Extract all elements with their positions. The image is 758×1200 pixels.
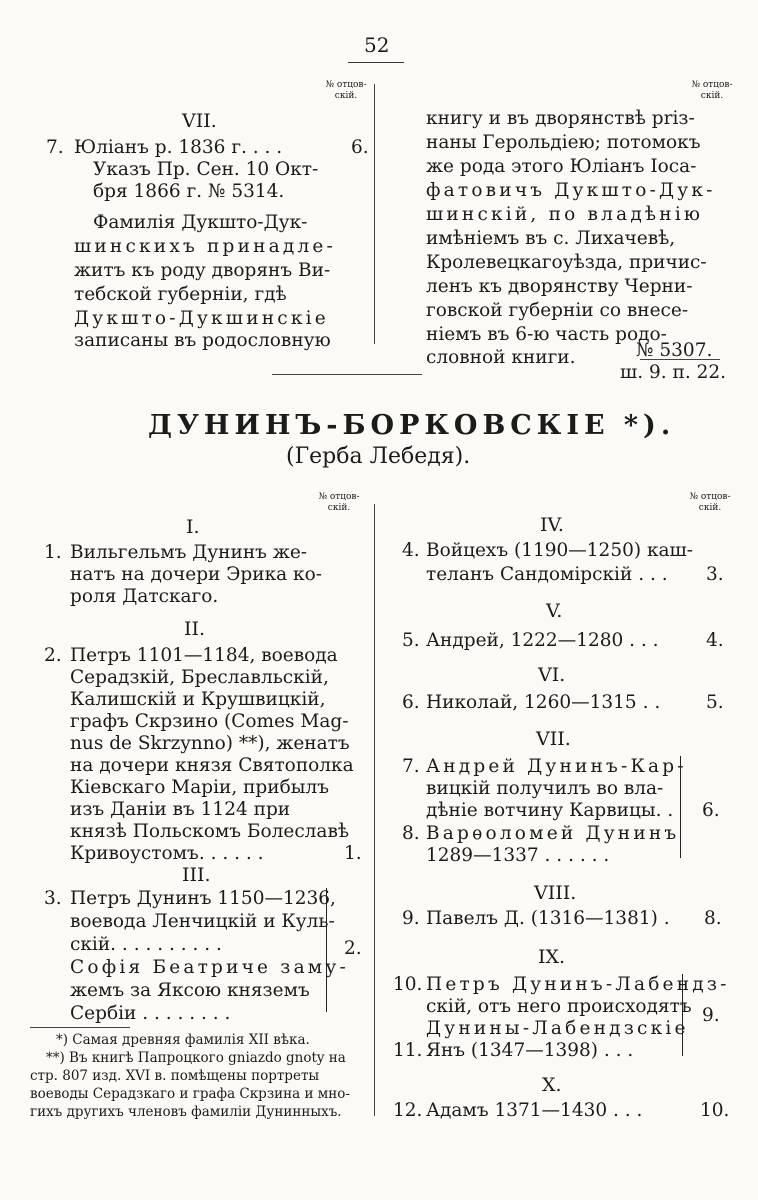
footnote: *) Самая древняя фамилія XII вѣка. (56, 1032, 310, 1048)
footnote: гихъ другихъ членовъ фамиліи Дунинныхъ. (30, 1104, 342, 1120)
footnote: **) Въ книгѣ Папроцкого gniazdo gnoty на (46, 1050, 346, 1066)
grouping-bracket (680, 756, 681, 858)
paragraph-line: же рода этого Юліанъ Іоса- (426, 156, 697, 177)
entry-text: вицкій получилъ во вла- (426, 778, 664, 799)
paragraph-line: наны Герольдіею; потомокъ (426, 132, 701, 153)
father-number: 5. (706, 692, 724, 713)
paragraph-line: имѣніемъ въ с. Лихачевѣ, (426, 228, 676, 249)
father-number: 3. (706, 564, 724, 585)
entry-text: Андрей, 1222—1280 . . . (426, 630, 659, 651)
entry-number: 10. (393, 974, 423, 995)
entry-number: 6. (402, 692, 420, 713)
father-number: 9. (702, 1005, 720, 1026)
generation-heading: VII. (182, 110, 217, 132)
entry-text: теланъ Сандомірскій . . . (426, 564, 668, 585)
footnote: воеводы Серадзкаго и графа Скрзина и мно- (30, 1086, 350, 1102)
father-column-label: № отцов- скій. (318, 492, 360, 513)
generation-heading: VI. (538, 664, 566, 686)
entry-text: графъ Скрзино (Comes Mag- (70, 711, 349, 732)
footnote: стр. 807 изд. XVI в. помѣщены портреты (30, 1068, 320, 1084)
entry-text: Петръ Дунинъ-Лабендз- (426, 974, 730, 995)
entry-text: скій. . . . . . . . . . (70, 934, 222, 955)
generation-heading: II. (184, 618, 206, 640)
entry-text: Адамъ 1371—1430 . . . (426, 1100, 643, 1121)
paragraph-line: ленъ къ дворянству Черни- (426, 276, 693, 297)
entry-text: Петръ Дунинъ 1150—1236, (70, 888, 336, 909)
paragraph-line: записаны въ родословную (74, 330, 331, 351)
page-number: 52 (364, 33, 390, 57)
entry-text: Указъ Пр. Сен. 10 Окт- (93, 159, 319, 180)
generation-heading: IX. (538, 946, 566, 968)
generation-heading: IV. (540, 514, 564, 536)
entry-text: Андрей Дунинъ-Кар- (426, 756, 687, 777)
entry-text: Сербіи . . . . . . . . (70, 1003, 231, 1024)
generation-heading: VIII. (534, 882, 577, 904)
entry-text: бря 1866 г. № 5314. (93, 181, 285, 202)
entry-text: Петръ 1101—1184, воевода (70, 645, 338, 666)
entry-text: роля Датскаго. (70, 586, 219, 607)
father-number: 6. (702, 800, 720, 821)
entry-text: Серадзкій, Бреславльскій, (70, 667, 329, 688)
entry-text: дѣніе вотчину Карвицы. . (426, 800, 674, 821)
column-divider (374, 504, 375, 1116)
paragraph-line: шинскихъ принадле- (74, 236, 337, 257)
paragraph-line: словной книги. (426, 347, 576, 368)
father-column-label: № отцов- скій. (691, 80, 733, 101)
paragraph-line: Фамилія Дукшто-Дук- (93, 212, 308, 233)
entry-text: Вильгельмъ Дунинъ же- (70, 542, 308, 563)
entry-number: 7. (46, 137, 64, 158)
generation-heading: VII. (536, 728, 571, 750)
entry-text: на дочери князя Святополка (70, 755, 354, 776)
paragraph-line: житъ къ роду дворянъ Ви- (74, 260, 331, 281)
paragraph-line: говской губерніи со внесе- (426, 300, 689, 321)
reference-number: № 5307. (636, 340, 713, 361)
entry-text: Калишскій и Крушвицкій, (70, 689, 326, 710)
entry-text: князѣ Польскомъ Болеславѣ (70, 821, 350, 842)
entry-name: Юліанъ р. 1836 г. . . . (74, 137, 283, 158)
paragraph-line: книгу и въ дворянствѣ priз- (426, 108, 695, 129)
paragraph-line: Дукшто-Дукшинскіе (74, 308, 329, 329)
father-column-label: № отцов- скій. (325, 80, 367, 101)
entry-text: воевода Ленчицкій и Куль- (70, 911, 335, 932)
entry-number: 4. (402, 540, 420, 561)
grouping-bracket (326, 888, 327, 1012)
column-divider (374, 84, 375, 344)
entry-number: 1. (44, 542, 62, 563)
entry-text: скій, отъ него происходятъ (426, 996, 692, 1017)
paragraph-line: Кролевецкагоуѣзда, причис- (426, 252, 707, 273)
paragraph-line: фатовичъ Дукшто-Дук- (426, 180, 716, 201)
generation-heading: X. (542, 1074, 562, 1096)
generation-heading: I. (186, 516, 200, 538)
paragraph-line: тебской губерніи, гдѣ (74, 284, 287, 305)
section-rule (272, 374, 422, 375)
paragraph-line: ніемъ въ 6-ю часть родо- (426, 324, 667, 345)
footnote-rule (30, 1027, 130, 1028)
reference-rule (640, 359, 720, 360)
father-number: 6. (351, 137, 369, 158)
entry-text: жемъ за Яксою княземъ (70, 980, 310, 1001)
entry-text: nus de Skrzynno) **), женатъ (70, 733, 350, 754)
grouping-bracket (682, 974, 683, 1056)
paragraph-line: шинскій, по владѣнію (426, 204, 704, 225)
entry-text: Кіевскаго Маріи, прибылъ (70, 777, 329, 798)
page-number-rule (348, 62, 404, 63)
generation-heading: III. (182, 864, 211, 886)
entry-number: 3. (44, 888, 62, 909)
entry-text: Николай, 1260—1315 . . (426, 692, 661, 713)
father-column-label: № отцов- скій. (689, 492, 731, 513)
entry-number: 9. (402, 908, 420, 929)
entry-text: Войцехъ (1190—1250) каш- (426, 540, 694, 561)
generation-heading: V. (546, 600, 563, 622)
entry-number: 12. (393, 1100, 423, 1121)
entry-number: 7. (402, 756, 420, 777)
father-number: 2. (344, 938, 362, 959)
entry-number: 5. (402, 630, 420, 651)
entry-text: натъ на дочери Эрика ко- (70, 564, 322, 585)
entry-text: Дунины-Лабендзскіе (426, 1018, 689, 1039)
father-number: 10. (700, 1100, 730, 1121)
entry-text: Павелъ Д. (1316—1381) . (426, 908, 670, 929)
entry-text: Янъ (1347—1398) . . . (426, 1040, 634, 1061)
entry-number: 2. (44, 645, 62, 666)
entry-text: Варѳоломей Дунинъ (426, 823, 680, 844)
reference-shelf: ш. 9. п. 22. (620, 362, 727, 383)
father-number: 1. (344, 843, 362, 864)
father-number: 8. (704, 908, 722, 929)
entry-text: 1289—1337 . . . . . . (426, 845, 610, 866)
entry-text: Кривоустомъ. . . . . . (70, 843, 264, 864)
father-number: 4. (706, 630, 724, 651)
family-title: ДУНИНЪ-БОРКОВСКІЕ *). (148, 410, 676, 441)
entry-text: изъ Даніи въ 1124 при (70, 799, 291, 820)
entry-number: 11. (393, 1040, 423, 1061)
entry-number: 8. (402, 823, 420, 844)
coat-of-arms-subtitle: (Герба Лебедя). (286, 444, 471, 469)
entry-text: Софія Беатриче заму- (70, 957, 349, 978)
